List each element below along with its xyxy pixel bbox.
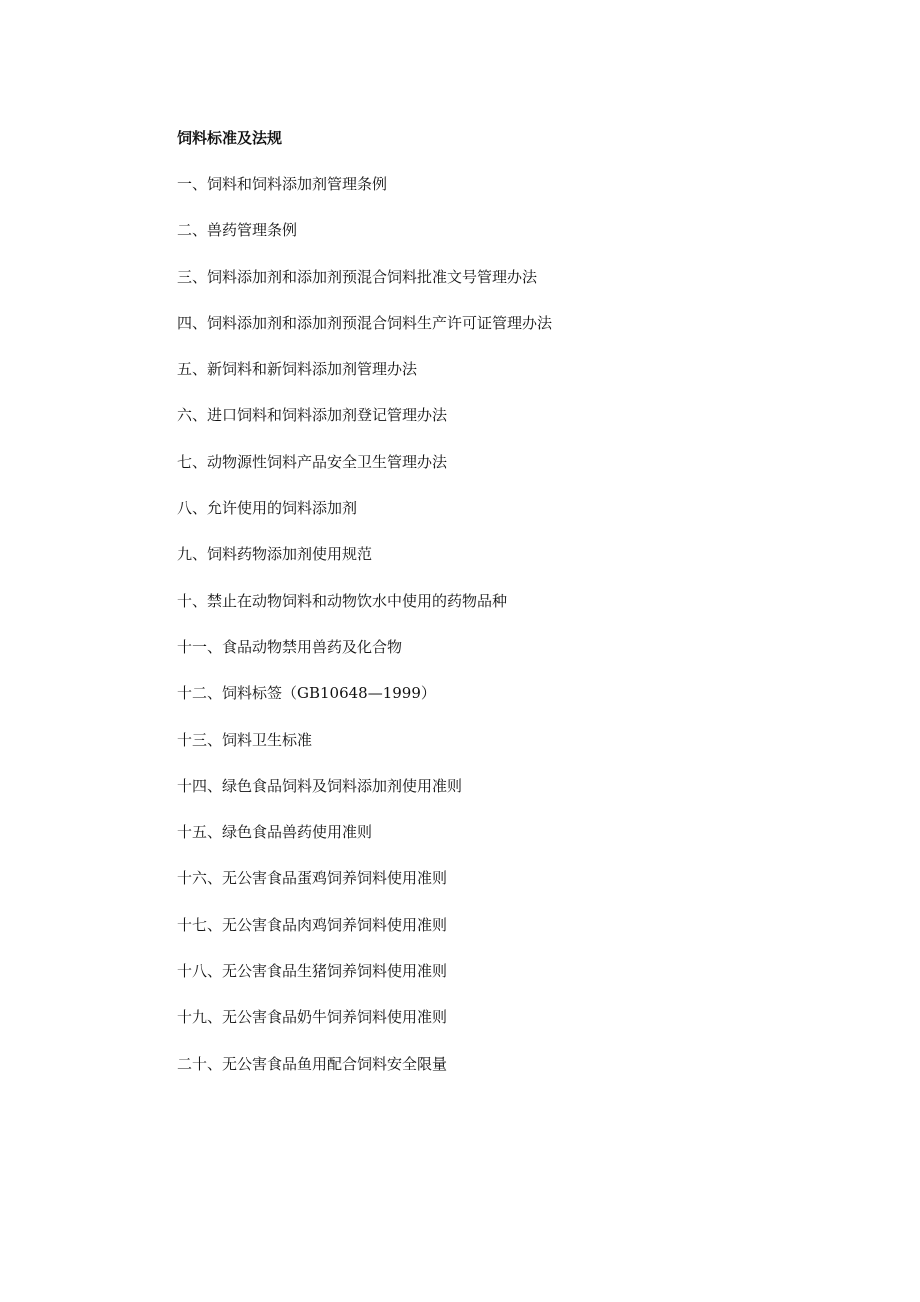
list-item: 十九、无公害食品奶牛饲养饲料使用准则 bbox=[177, 1008, 448, 1027]
list-item: 十四、绿色食品饲料及饲料添加剂使用准则 bbox=[177, 776, 463, 795]
list-item: 三、饲料添加剂和添加剂预混合饲料批准文号管理办法 bbox=[177, 267, 538, 286]
list-item: 十一、食品动物禁用兽药及化合物 bbox=[177, 637, 403, 656]
list-item: 二、兽药管理条例 bbox=[177, 221, 298, 240]
list-item: 十五、绿色食品兽药使用准则 bbox=[177, 823, 373, 842]
list-item: 二十、无公害食品鱼用配合饲料安全限量 bbox=[177, 1054, 448, 1073]
list-item: 十二、饲料标签（GB10648—1999） bbox=[177, 684, 436, 703]
list-item: 八、允许使用的饲料添加剂 bbox=[177, 499, 358, 518]
list-item: 四、饲料添加剂和添加剂预混合饲料生产许可证管理办法 bbox=[177, 313, 553, 332]
list-item: 十七、无公害食品肉鸡饲养饲料使用准则 bbox=[177, 915, 448, 934]
list-item: 十、禁止在动物饲料和动物饮水中使用的药物品种 bbox=[177, 591, 508, 610]
list-item: 七、动物源性饲料产品安全卫生管理办法 bbox=[177, 452, 448, 471]
list-item: 十八、无公害食品生猪饲养饲料使用准则 bbox=[177, 962, 448, 981]
list-item: 一、饲料和饲料添加剂管理条例 bbox=[177, 175, 388, 193]
list-item: 九、饲料药物添加剂使用规范 bbox=[177, 545, 373, 564]
document-title: 饲料标准及法规 bbox=[177, 129, 283, 147]
regulation-list bbox=[177, 173, 552, 1099]
list-item: 十六、无公害食品蛋鸡饲养饲料使用准则 bbox=[177, 869, 448, 888]
list-item: 六、进口饲料和饲料添加剂登记管理办法 bbox=[177, 406, 448, 425]
list-item: 五、新饲料和新饲料添加剂管理办法 bbox=[177, 360, 418, 379]
list-item: 十三、饲料卫生标准 bbox=[177, 730, 313, 749]
